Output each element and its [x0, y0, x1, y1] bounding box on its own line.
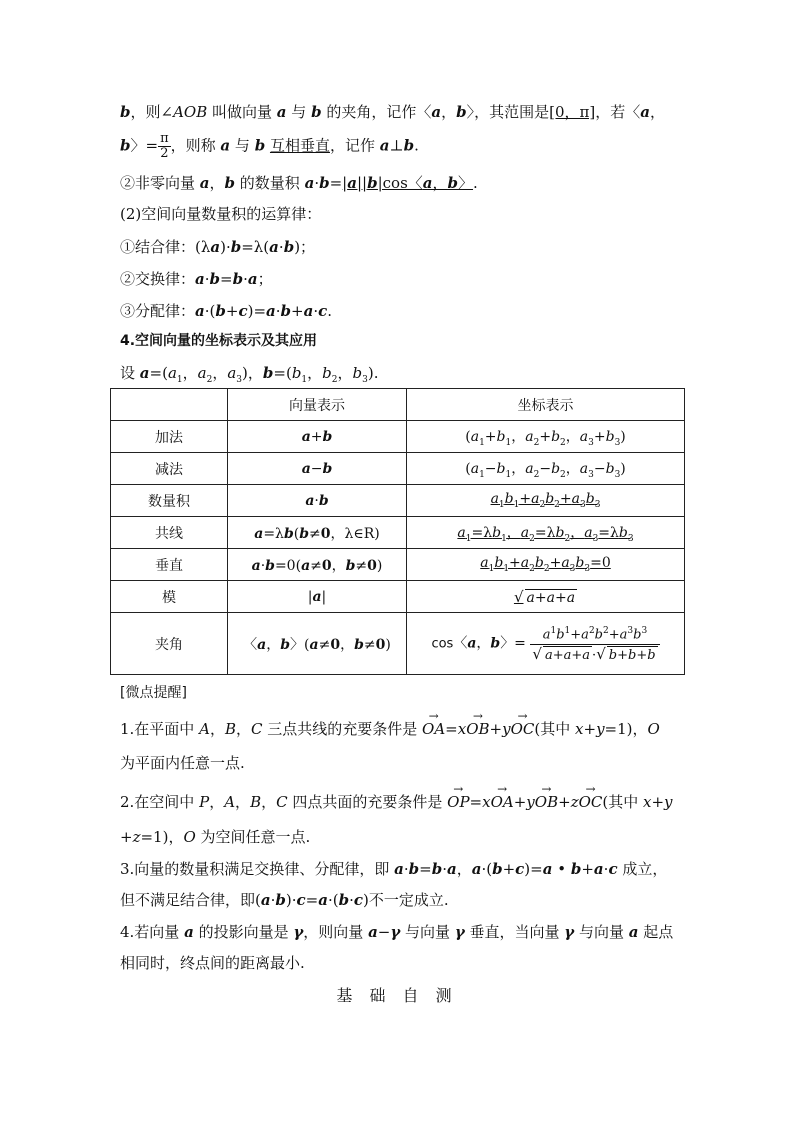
row-vector: 〈a，b〉(a≠0，b≠0) [228, 613, 407, 675]
section-heading-4: 4.空间向量的坐标表示及其应用 [120, 333, 318, 349]
row-coord: $a_1b_1+a_2b_2+a_3b_3$ [407, 485, 685, 517]
coordinate-table [110, 388, 685, 675]
table-header-cell [111, 389, 228, 421]
table-row [111, 485, 685, 517]
row-name: 模 [111, 581, 228, 613]
table-header-row [111, 389, 685, 421]
section-title: 基 础 自 测 [336, 986, 458, 1005]
table-header-cell: 向量表示 [228, 389, 407, 421]
row-name: 数量积 [111, 485, 228, 517]
paragraph-line-7: ③分配律：a·(b+c)=a·b+a·c. [120, 302, 333, 320]
paragraph-line-4: (2)空间向量数量积的运算律： [120, 205, 322, 223]
row-name: 加法 [111, 421, 228, 453]
row-name: 减法 [111, 453, 228, 485]
paragraph-line-2: b〉= $\frac{\pi}{2}$ ，则称 a 与 b 互相垂直，记作 a⊥b. [120, 131, 419, 161]
set-line: 设 $a=(a_1$，$a_2$，$a_3$)，$b=(b_1$，$b_2$，$b_3$). [120, 364, 379, 385]
tip-1-line-2: 为平面内任意一点. [120, 754, 245, 772]
tip-2-line-2: +z=1)，O 为空间任意一点. [120, 828, 311, 846]
tips-header: [微点提醒] [120, 685, 187, 701]
paragraph-line-3: ②非零向量 a，b 的数量积 a·b=|a||b|cos〈a，b〉. [120, 174, 478, 192]
row-vector: |a| [228, 581, 407, 613]
row-coord: √ a+a+a [407, 581, 685, 613]
paragraph-line-1: b，则∠AOB 叫做向量 a 与 b 的夹角，记作〈a，b〉，其范围是[0，π]，若〈a， [120, 103, 665, 121]
row-coord: $a_1b_1+a_2b_2+a_3b_3=0$ [407, 549, 685, 581]
row-coord: $a_1=\lambda b_1$，$a_2=\lambda b_2$，$a_3=\lambda b_3$ [407, 517, 685, 549]
paragraph-line-5: ①结合律：(λa)·b=λ(a·b)； [120, 238, 316, 256]
tip-4-line-1: 4.若向量 a 的投影向量是 γ，则向量 a−γ 与向量 γ 垂直，当向量 γ 与向量 a 起点 [120, 923, 674, 941]
row-name: 共线 [111, 517, 228, 549]
table-row [111, 581, 685, 613]
paragraph-line-6: ②交换律：a·b=b·a； [120, 270, 273, 288]
table-row [111, 453, 685, 485]
tip-4-line-2: 相同时，终点间的距离最小. [120, 954, 305, 972]
tip-2-line-1: 2.在空间中 P，A，B，C 四点共面的充要条件是 → OP=x→ OA+y→ OB+z→ OC(其中 x+y [120, 791, 673, 813]
table-row [111, 517, 685, 549]
table-row [111, 421, 685, 453]
row-name: 夹角 [111, 613, 228, 675]
table-row [111, 549, 685, 581]
table-header-cell: 坐标表示 [407, 389, 685, 421]
row-name: 垂直 [111, 549, 228, 581]
row-coord: ($a_1+b_1$，$a_2+b_2$，$a_3+b_3$) [407, 421, 685, 453]
row-vector: a=λb(b≠0，λ∈R) [228, 517, 407, 549]
row-vector: a·b [228, 485, 407, 517]
row-coord: cos〈a，b〉= $\frac{a^1b^1+a^2b^2+a^3b^3}{√ a+a+a \cdot√ b+b+b}$ [407, 613, 685, 675]
row-vector: a+b [228, 421, 407, 453]
tip-3-line-1: 3.向量的数量积满足交换律、分配律，即 a·b=b·a，a·(b+c)=a • b+a·c 成立， [120, 860, 668, 878]
row-vector: a−b [228, 453, 407, 485]
row-coord: ($a_1-b_1$，$a_2-b_2$，$a_3-b_3$) [407, 453, 685, 485]
tip-1-line-1: 1.在平面中 A，B，C 三点共线的充要条件是 → OA=x→ OB+y→ OC(其中 x+y=1)，O [120, 718, 660, 740]
tip-3-line-2: 但不满足结合律，即(a·b)·c=a·(b·c)不一定成立. [120, 891, 449, 909]
table-row [111, 613, 685, 675]
row-vector: a·b=0(a≠0，b≠0) [228, 549, 407, 581]
